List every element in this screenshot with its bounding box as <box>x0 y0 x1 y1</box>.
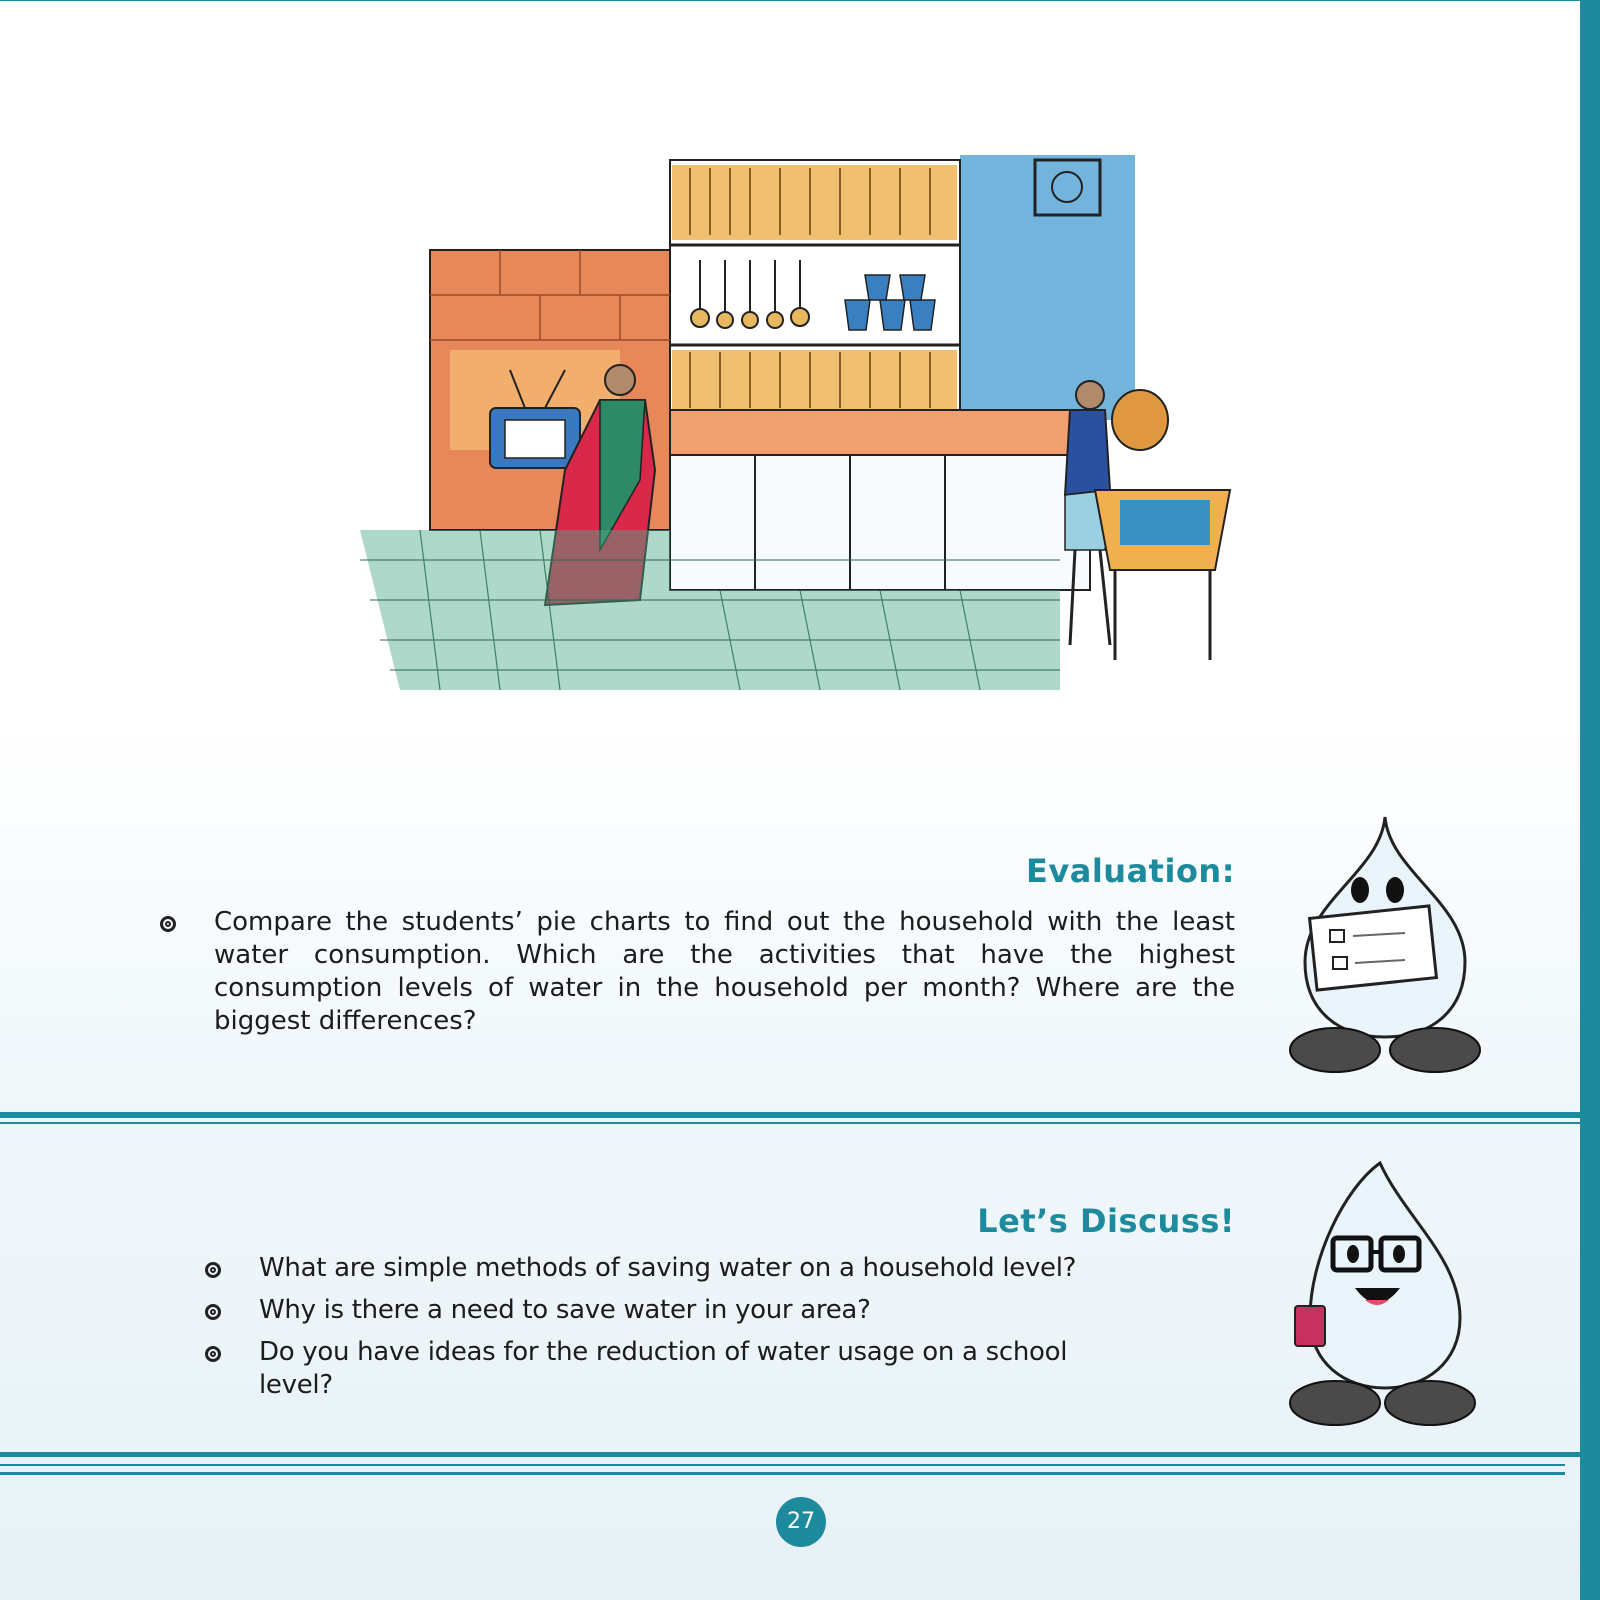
discussion-item-text: What are simple methods of saving water on a household level? <box>259 1253 1077 1283</box>
target-bullet-icon <box>160 916 176 932</box>
page-number: 27 <box>776 1497 826 1547</box>
list-item <box>205 1252 1105 1294</box>
right-edge-bar <box>1580 0 1600 1600</box>
discussion-item-text: Why is there a need to save water in your area? <box>259 1295 871 1325</box>
target-bullet-icon <box>205 1304 221 1320</box>
footer-rule-thin <box>0 1464 1565 1466</box>
water-drop-mascot-with-glasses <box>1285 1158 1485 1428</box>
list-item <box>205 1294 1105 1336</box>
discussion-item-text: Do you have ideas for the reduction of water usage on a school level? <box>259 1337 1068 1400</box>
evaluation-title: Evaluation: <box>1026 852 1235 890</box>
section-divider-thin <box>0 1122 1580 1124</box>
list-item <box>205 1336 1105 1400</box>
top-border <box>0 0 1580 1</box>
evaluation-text: Compare the students’ pie charts to find out the household with the least water consumption. Which are the activities that have the highest consumption levels of water in the household per month? Where are the biggest differences? <box>214 907 1235 1036</box>
discussion-list <box>205 1252 1105 1400</box>
section-divider <box>0 1112 1580 1118</box>
evaluation-block <box>160 906 1235 1038</box>
footer-rule <box>0 1452 1580 1457</box>
water-drop-mascot-with-checklist <box>1285 812 1485 1077</box>
footer-rule-lower <box>0 1472 1565 1475</box>
target-bullet-icon <box>205 1346 221 1362</box>
kitchen-scene-illustration <box>300 150 1280 730</box>
target-bullet-icon <box>205 1262 221 1278</box>
discussion-title: Let’s Discuss! <box>977 1202 1235 1240</box>
evaluation-item <box>160 906 1235 1038</box>
